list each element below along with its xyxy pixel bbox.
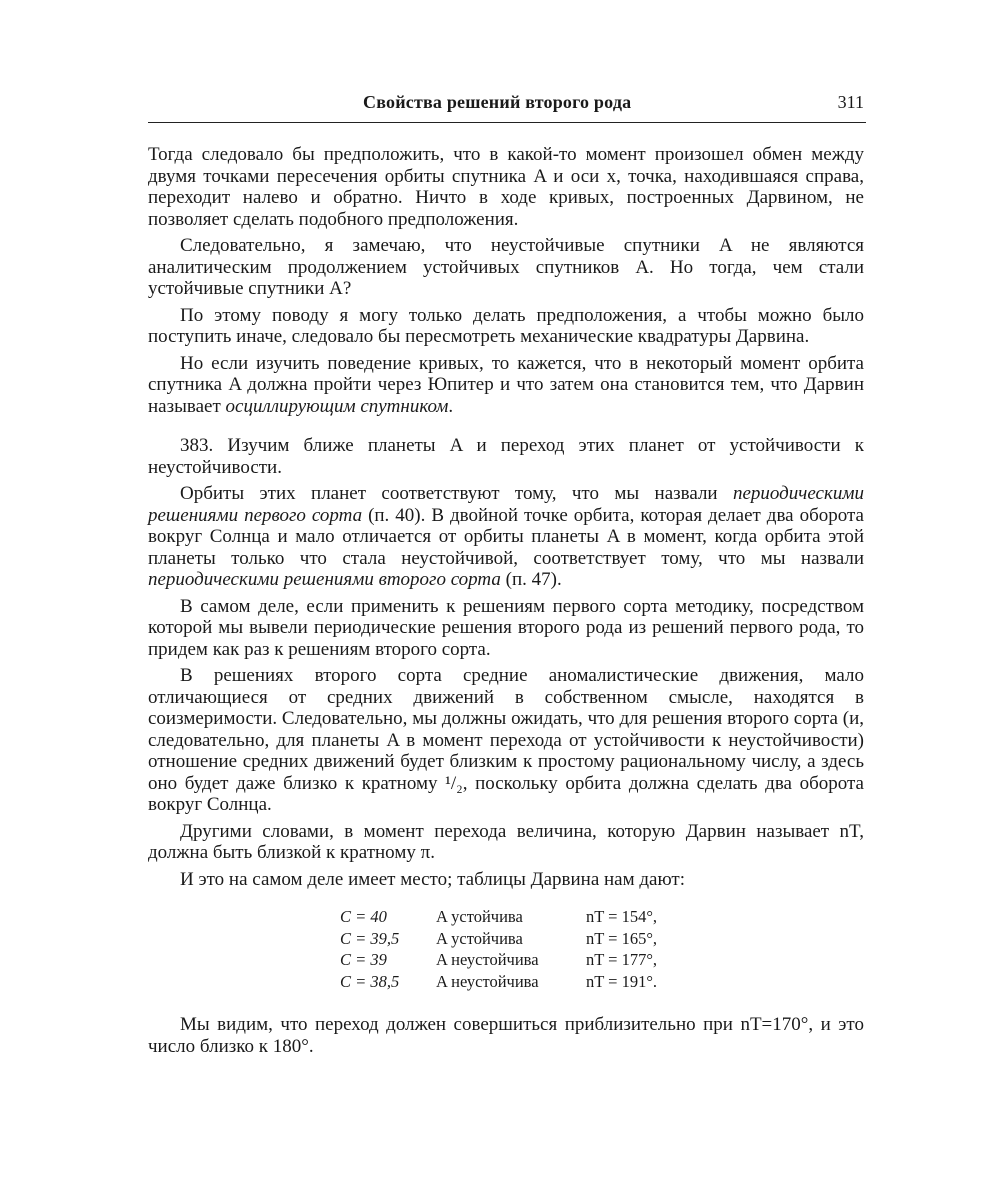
paragraph-6-text-c: (п. 47). bbox=[500, 569, 562, 590]
table-cell-c: C = 39,5 bbox=[340, 928, 400, 948]
table-cell-nt: nT = 165°, bbox=[586, 928, 658, 948]
table-cell-c: C = 40 bbox=[340, 907, 387, 926]
darwin-table bbox=[340, 906, 706, 992]
table-row bbox=[340, 906, 706, 928]
paragraph-4 bbox=[148, 353, 864, 418]
paragraph-6-text-a: Орбиты этих планет соответствуют тому, что мы назвали bbox=[180, 483, 733, 504]
term-periodic-second-sort: периодическими решениями второго сорта bbox=[148, 569, 501, 590]
table-row bbox=[340, 971, 706, 993]
paragraph-11: Мы видим, что переход должен совершиться приблизительно при nT=170°, и это число близко к 180°. bbox=[148, 1014, 864, 1057]
paragraph-10: И это на самом деле имеет место; таблицы Дарвина нам дают: bbox=[180, 868, 686, 890]
table-cell-c: C = 39 bbox=[340, 950, 387, 969]
section-383-text: Изучим ближе планеты A и переход этих планет от устойчивости к неустойчивости. bbox=[148, 435, 864, 478]
table-cell-status: A устойчива bbox=[436, 928, 523, 948]
table-cell-c: C = 38,5 bbox=[340, 971, 400, 991]
paragraph-6 bbox=[148, 483, 864, 591]
table-cell-nt: nT = 154°, bbox=[586, 907, 658, 926]
term-oscillating-satellite: осциллирующим спутником bbox=[225, 395, 449, 417]
table-cell-nt: nT = 177°, bbox=[586, 950, 658, 969]
page-body bbox=[148, 144, 864, 1062]
page-number: 311 bbox=[837, 92, 864, 112]
table-row bbox=[340, 928, 706, 950]
table-row bbox=[340, 949, 706, 971]
term-periodic-first-sort: периодическими решениями первого сорта bbox=[148, 483, 864, 526]
section-383 bbox=[148, 435, 864, 478]
paragraph-4-end: . bbox=[448, 395, 454, 417]
paragraph-1: Тогда следовало бы предположить, что в какой-то момент произошел обмен между двумя точками пересечения орбиты спутника A и оси x, точка, находившаяся справа, переходит налево и обратно. Ничто в ходе кривых, построенных Дарвином, не позволяет сделать подобного предположения. bbox=[148, 144, 864, 230]
paragraph-9: Другими словами, в момент перехода величина, которую Дарвин называет nT, должна быть близкой к кратному π. bbox=[148, 820, 864, 863]
table-cell-status: A неустойчива bbox=[436, 971, 539, 991]
table-cell-status: A устойчива bbox=[436, 907, 523, 926]
table-cell-status: A неустойчива bbox=[436, 950, 539, 969]
paragraph-3: По этому поводу я могу только делать предположения, а чтобы можно было поступить иначе, следовало бы пересмотреть механические квадратуры Дарвина. bbox=[148, 304, 864, 347]
paragraph-8: В решениях второго сорта средние аномалистические движения, мало отличающиеся от средних движений в собственном смысле, находятся в соизмеримости. Следовательно, мы должны ожидать, что для решения второго сорта (и, следовательно, для планеты A в момент перехода от устойчивости к неустойчивости) отношение средних движений будет близким к простому рациональному числу, а здесь оно будет даже близко к кратному ¹/₂, поскольку орбита должна сделать два оборота вокруг Солнца. bbox=[148, 665, 864, 815]
paragraph-7: В самом деле, если применить к решениям первого сорта методику, посредством которой мы вывели периодические решения второго рода из решений первого рода, то придем как раз к решениям второго сорта. bbox=[148, 595, 864, 660]
table-cell-nt: nT = 191°. bbox=[586, 971, 658, 991]
paragraph-2: Следовательно, я замечаю, что неустойчивые спутники A не являются аналитическим продолжением устойчивых спутников A. Но тогда, чем стали устойчивые спутники A? bbox=[148, 235, 864, 299]
page-header bbox=[148, 88, 866, 123]
paragraph-4-text: Но если изучить поведение кривых, то кажется, что в некоторый момент орбита спутника A должна пройти через Юпитер и что затем она становится тем, что Дарвин называет bbox=[148, 352, 864, 417]
running-title: Свойства решений второго рода bbox=[363, 92, 632, 112]
paragraph-6-text-b: (п. 40). В двойной точке орбита, которая делает два оборота вокруг Солнца и мало отличается от орбиты планеты A в момент, когда орбита этой планеты только что стала неустойчивой, соответствует тому, что мы назвали bbox=[148, 504, 864, 569]
section-number: 383. bbox=[180, 435, 214, 456]
